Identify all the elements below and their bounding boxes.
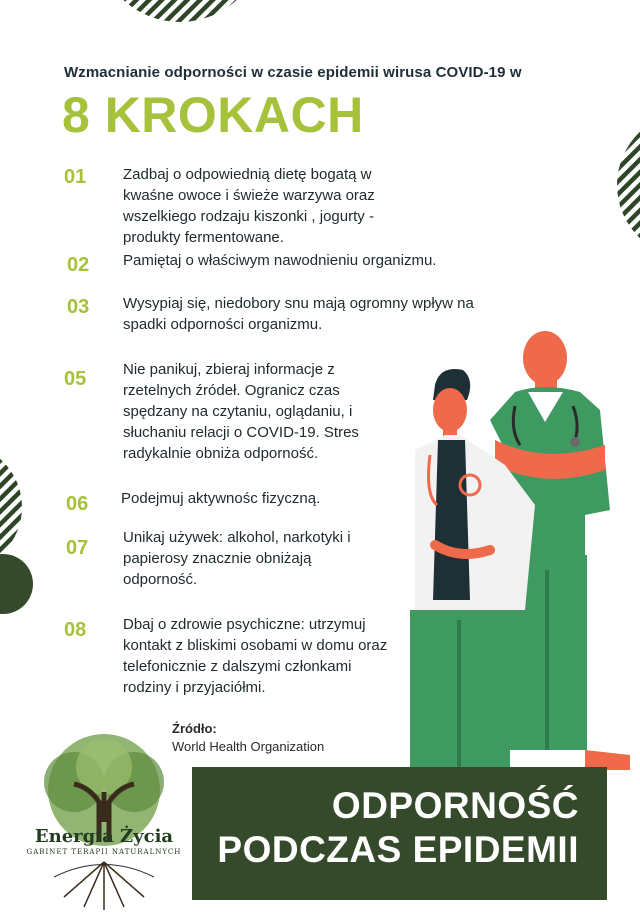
step-text: Zadbaj o odpowiednią dietę bogatą w kwaśne owoce i świeże warzywa oraz wszelkiego rodzaju kiszonki , jogurty - produkty fermentowane.: [123, 166, 375, 246]
source-value: World Health Organization: [172, 739, 325, 754]
step-number: 08: [64, 619, 87, 641]
step-text: Podejmuj aktywnośc fizyczną.: [121, 490, 321, 507]
source-note: [172, 720, 324, 756]
step-text: Pamiętaj o właściwym nawodnieniu organizmu.: [123, 252, 437, 269]
headline: 8 KROKACH: [62, 87, 364, 143]
step-number: 07: [66, 537, 89, 559]
medical-workers-illustration: [395, 330, 640, 770]
source-label: Źródło:: [172, 721, 217, 736]
striped-circle-decoration-right: [610, 110, 640, 260]
step-text: Unikaj używek: alkohol, narkotyki i papierosy znacznie obniżają odporność.: [123, 529, 351, 588]
step-text: Dbaj o zdrowie psychiczne: utrzymuj kontakt z bliskimi osobami w domu oraz telefonicznie z dalszymi członkami rodziny i przyjaciółmi.: [123, 616, 388, 696]
striped-circle-decoration-top: [95, 0, 265, 22]
banner-title-line-1: ODPORNOŚĆ: [331, 785, 579, 826]
solid-circle-decoration-left: [0, 553, 34, 615]
step-text: Nie panikuj, zbieraj informacje z rzetelnych źródeł. Ogranicz czas spędzany na czytaniu, oglądaniu, i słuchaniu relacji o COVID-19. Stres radykalnie obniża odporność.: [123, 361, 359, 462]
step-number: 01: [64, 166, 87, 188]
step-number: 02: [67, 254, 90, 276]
banner-title-line-2: PODCZAS EPIDEMII: [217, 829, 579, 870]
logo-name: Energia Życia: [34, 826, 174, 847]
striped-circle-decoration-left: [0, 445, 30, 570]
step-number: 05: [64, 368, 87, 390]
step-text: Wysypiaj się, niedobory snu mają ogromny wpływ na spadki odporności organizmu.: [123, 295, 474, 333]
step-number: 03: [67, 296, 90, 318]
tree-logo: [14, 732, 194, 912]
title-banner: [192, 767, 607, 900]
subtitle: Wzmacnianie odporności w czasie epidemii wirusa COVID-19 w: [64, 64, 522, 81]
logo-tagline: GABINET TERAPII NATURALNYCH: [26, 848, 182, 856]
step-number: 06: [66, 493, 89, 515]
